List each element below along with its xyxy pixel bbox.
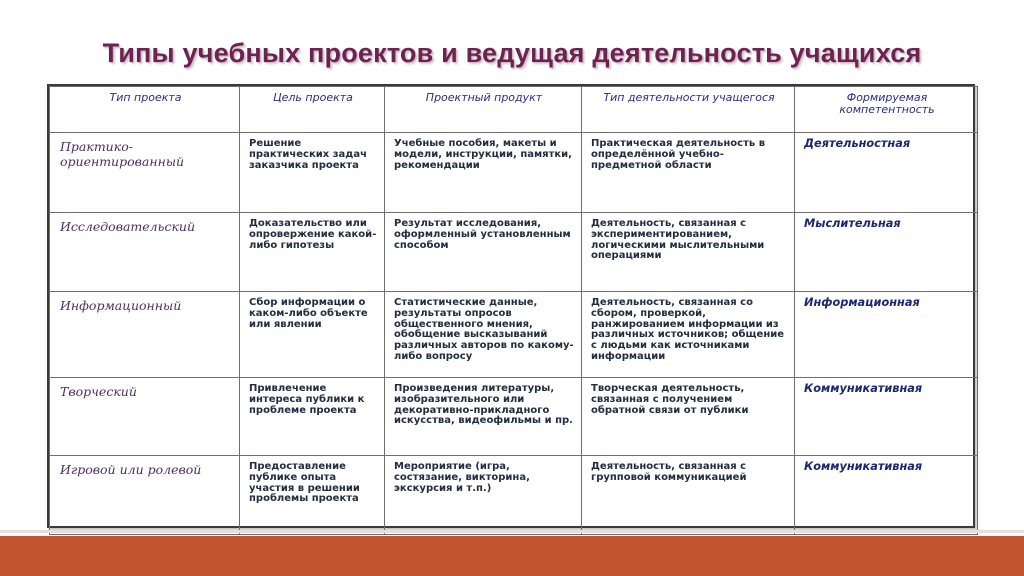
cell-project-type: Творческий [50,378,240,456]
header-project-goal: Цель проекта [240,87,385,133]
cell-project-goal: Предоставление публике опыта участия в решении проблемы проекта [240,456,385,535]
cell-project-type: Игровой или ролевой [50,456,240,535]
cell-project-goal: Доказательство или опровержение какой-либо гипотезы [240,213,385,292]
header-project-product: Проектный продукт [385,87,582,133]
cell-competence: Мыслительная [795,213,978,292]
cell-project-product: Учебные пособия, макеты и модели, инструкции, памятки, рекомендации [385,133,582,213]
table-row [50,292,978,378]
header-activity-type: Тип деятельности учащегося [582,87,795,133]
cell-competence: Коммуникативная [795,456,978,535]
cell-project-product: Статистические данные, результаты опросов общественного мнения, обобщение высказываний различных авторов по какому-либо вопросу [385,292,582,378]
cell-competence: Деятельностная [795,133,978,213]
cell-project-type: Практико-ориентированный [50,133,240,213]
table-row [50,378,978,456]
cell-project-product: Мероприятие (игра, состязание, викторина, экскурсия и т.п.) [385,456,582,535]
cell-project-goal: Сбор информации о каком-либо объекте или явлении [240,292,385,378]
header-row [50,87,978,133]
cell-activity-type: Творческая деятельность, связанная с получением обратной связи от публики [582,378,795,456]
cell-project-type: Исследовательский [50,213,240,292]
table-row [50,133,978,213]
cell-activity-type: Деятельность, связанная с экспериментированием, логическими мыслительными операциями [582,213,795,292]
table-row [50,456,978,535]
cell-activity-type: Деятельность, связанная с групповой коммуникацией [582,456,795,535]
footer-divider [0,530,1024,533]
cell-project-goal: Привлечение интереса публики к проблеме проекта [240,378,385,456]
header-project-type: Тип проекта [50,87,240,133]
table-row [50,213,978,292]
footer-bar [0,536,1024,576]
cell-competence: Коммуникативная [795,378,978,456]
table [49,86,978,535]
project-types-table [47,84,975,528]
cell-activity-type: Практическая деятельность в определённой учебно-предметной области [582,133,795,213]
header-competence: Формируемая компетентность [795,87,978,133]
cell-activity-type: Деятельность, связанная со сбором, проверкой, ранжированием информации из различных источников; общение с людьми как источниками информации [582,292,795,378]
cell-project-product: Результат исследования, оформленный установленным способом [385,213,582,292]
cell-competence: Информационная [795,292,978,378]
cell-project-goal: Решение практических задач заказчика проекта [240,133,385,213]
cell-project-product: Произведения литературы, изобразительного или декоративно-прикладного искусства, видеофильмы и пр. [385,378,582,456]
cell-project-type: Информационный [50,292,240,378]
slide-title: Типы учебных проектов и ведущая деятельность учащихся [102,38,922,68]
